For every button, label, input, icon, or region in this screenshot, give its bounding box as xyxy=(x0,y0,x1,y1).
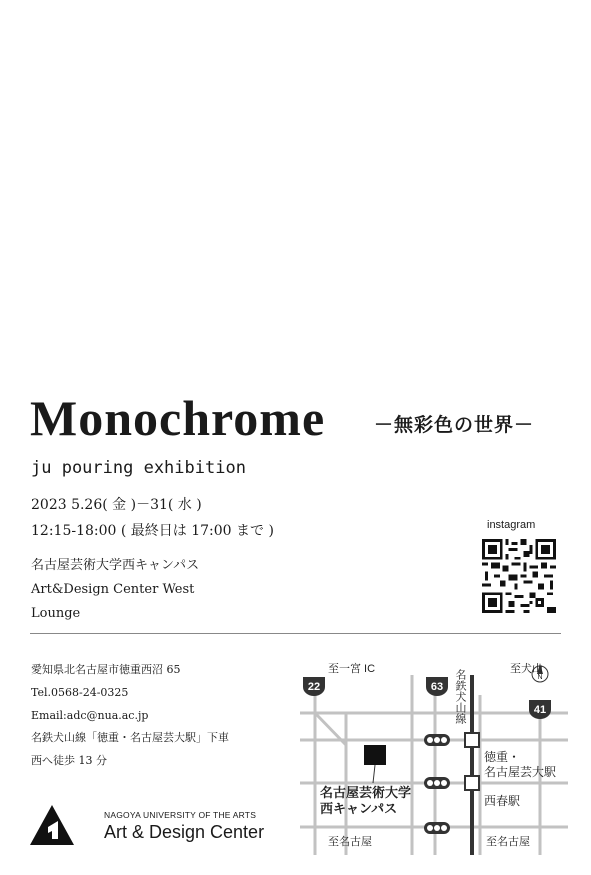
exhibition-title: Monochrome xyxy=(30,390,326,446)
traffic-signal-icon xyxy=(424,822,450,834)
instagram-label: instagram xyxy=(487,519,536,531)
email-text[interactable]: Email:adc@nua.ac.jp xyxy=(31,709,149,722)
instagram-qr-code[interactable] xyxy=(482,539,556,613)
campus-marker xyxy=(364,745,386,765)
station-2-marker xyxy=(465,776,479,790)
access-map xyxy=(300,655,568,855)
map-label-campus-1: 名古屋芸術大学 xyxy=(320,785,412,800)
map-label-inuyama: 至犬山 xyxy=(510,663,543,675)
svg-text:22: 22 xyxy=(307,681,321,693)
map-label-rail-line: 名鉄犬山線 xyxy=(454,669,466,724)
map-label-campus-2: 西キャンパス xyxy=(320,801,398,816)
traffic-signal-icon xyxy=(424,734,450,746)
address-text: 愛知県北名古屋市徳重西沼 65 xyxy=(31,663,181,676)
exhibition-period: 2023 5.26( 金 )－31( 水 ) xyxy=(31,497,202,513)
artist-line: ju pouring exhibition xyxy=(31,458,246,478)
map-label-nagoya-left: 至名古屋 xyxy=(328,836,372,848)
access-block xyxy=(31,726,229,772)
access-line-1: 名鉄犬山線「徳重・名古屋芸大駅」下車 xyxy=(31,731,229,744)
svg-text:N: N xyxy=(537,674,543,681)
exhibition-hours: 12:15-18:00 ( 最終日は 17:00 まで ) xyxy=(31,523,274,539)
access-line-2: 西へ徒歩 13 分 xyxy=(31,754,107,767)
venue-building: Art&Design Center West xyxy=(31,582,195,597)
svg-text:63: 63 xyxy=(430,681,444,693)
venue-campus: 名古屋芸術大学西キャンパス xyxy=(31,558,200,573)
route-63-shield-icon xyxy=(426,677,448,696)
center-name: Art & Design Center xyxy=(104,822,265,842)
station-1-marker xyxy=(465,733,479,747)
map-label-station-1a: 徳重・ xyxy=(484,750,521,764)
svg-text:41: 41 xyxy=(533,704,547,716)
venue-block xyxy=(31,554,199,626)
phone-text: Tel.0568-24-0325 xyxy=(31,686,129,699)
section-divider xyxy=(30,633,561,634)
traffic-signal-icon xyxy=(424,777,450,789)
university-name: NAGOYA UNIVERSITY OF THE ARTS xyxy=(104,810,257,820)
map-label-station-1b: 名古屋芸大駅 xyxy=(484,765,557,779)
art-design-center-logo-icon xyxy=(30,805,74,845)
route-22-shield-icon xyxy=(303,677,325,696)
map-label-station-2: 西春駅 xyxy=(484,794,521,808)
venue-room: Lounge xyxy=(31,606,81,621)
exhibition-subtitle: －無彩色の世界－ xyxy=(374,414,535,436)
dates-block xyxy=(31,492,274,544)
map-label-ichinomiya: 至一宮 IC xyxy=(328,663,376,675)
map-label-nagoya-right: 至名古屋 xyxy=(486,836,530,848)
route-41-shield-icon xyxy=(529,700,551,719)
contact-block xyxy=(31,658,181,727)
